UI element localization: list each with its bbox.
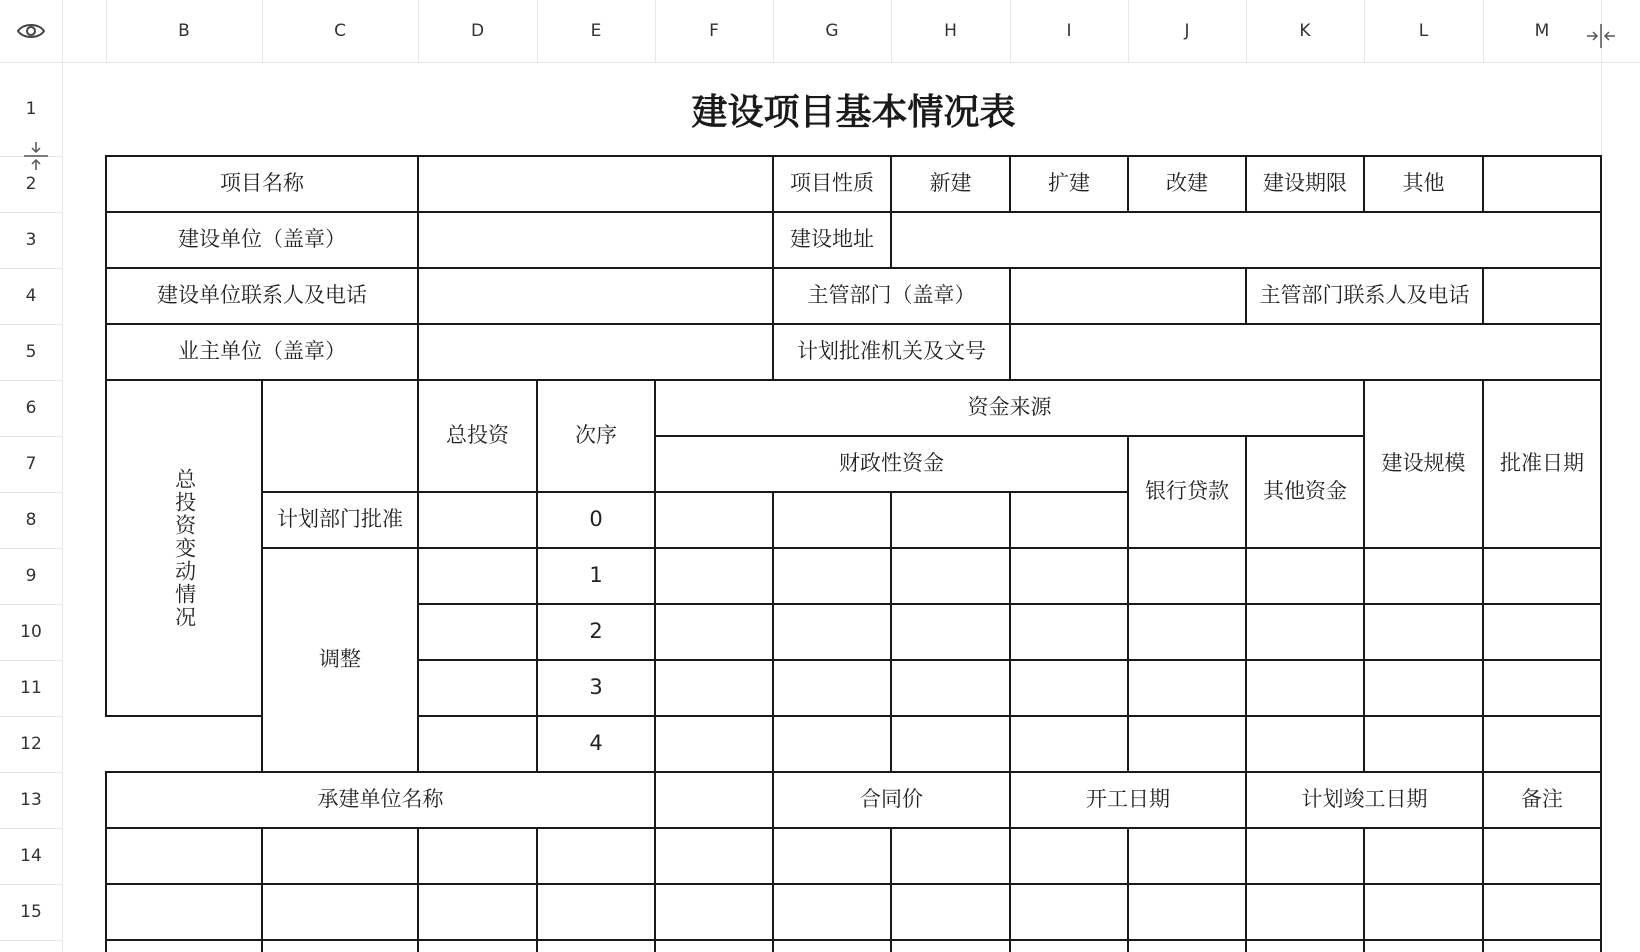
empty-cell[interactable] [890, 939, 1011, 952]
empty-cell[interactable] [890, 827, 1011, 885]
empty-cell[interactable] [417, 267, 774, 325]
empty-cell[interactable] [1245, 659, 1365, 717]
empty-cell[interactable] [1363, 659, 1484, 717]
column-header-f[interactable]: F [709, 21, 719, 41]
row-header-4[interactable]: 4 [25, 286, 37, 306]
empty-cell[interactable] [261, 827, 419, 885]
gridline [0, 716, 62, 717]
empty-cell[interactable] [261, 379, 419, 493]
gridline [773, 0, 774, 62]
column-header-e[interactable]: E [590, 21, 602, 41]
cell-seq4[interactable]: 4 [536, 715, 656, 773]
row-header-15[interactable]: 15 [20, 902, 42, 922]
empty-cell[interactable] [890, 547, 1011, 605]
cell-dept-contact[interactable]: 主管部门联系人及电话 [1245, 267, 1484, 325]
empty-cell[interactable] [1482, 659, 1602, 717]
column-header-g[interactable]: G [825, 21, 839, 41]
empty-cell[interactable] [1127, 883, 1247, 941]
gridline [1246, 0, 1247, 62]
empty-cell[interactable] [1009, 715, 1129, 773]
empty-cell[interactable] [654, 883, 774, 941]
cell-plan-finish[interactable]: 计划竣工日期 [1245, 771, 1484, 829]
cell-other[interactable]: 其他 [1363, 155, 1484, 213]
empty-cell[interactable] [1009, 267, 1247, 325]
empty-cell[interactable] [536, 939, 656, 952]
gridline [0, 492, 62, 493]
row-header-11[interactable]: 11 [20, 678, 42, 698]
empty-cell[interactable] [772, 659, 892, 717]
empty-cell[interactable] [417, 603, 538, 661]
empty-cell[interactable] [417, 211, 774, 269]
gridline [1483, 0, 1484, 62]
empty-cell[interactable] [772, 491, 892, 549]
empty-cell[interactable] [654, 659, 774, 717]
empty-cell[interactable] [1482, 715, 1602, 773]
column-header-m[interactable]: M [1534, 21, 1550, 41]
empty-cell[interactable] [536, 827, 656, 885]
empty-cell[interactable] [1009, 323, 1602, 381]
empty-cell[interactable] [1009, 603, 1129, 661]
empty-cell[interactable] [1127, 715, 1247, 773]
gridline [537, 0, 538, 62]
empty-cell[interactable] [1009, 827, 1129, 885]
column-header-h[interactable]: H [944, 21, 957, 41]
empty-cell[interactable] [890, 211, 1602, 269]
cell-seq3[interactable]: 3 [536, 659, 656, 717]
cell-build-addr[interactable]: 建设地址 [772, 211, 892, 269]
empty-cell[interactable] [536, 883, 656, 941]
empty-cell[interactable] [1127, 827, 1247, 885]
empty-cell[interactable] [1482, 883, 1602, 941]
empty-cell[interactable] [654, 603, 774, 661]
cell-contractor[interactable]: 承建单位名称 [105, 771, 656, 829]
cell-build-unit[interactable]: 建设单位（盖章） [105, 211, 419, 269]
select-all-corner[interactable] [0, 0, 62, 62]
empty-cell[interactable] [1245, 939, 1365, 952]
empty-cell[interactable] [1245, 603, 1365, 661]
empty-cell[interactable] [1127, 603, 1247, 661]
gridline [0, 268, 62, 269]
row-header-1[interactable]: 1 [25, 99, 37, 119]
row-header-8[interactable]: 8 [25, 510, 37, 530]
gridline [1364, 0, 1365, 62]
cell-unit-contact[interactable]: 建设单位联系人及电话 [105, 267, 419, 325]
empty-cell[interactable] [105, 939, 263, 952]
sheet-title[interactable]: 建设项目基本情况表 [691, 91, 1016, 133]
cell-order[interactable]: 次序 [536, 379, 656, 493]
empty-cell[interactable] [1245, 547, 1365, 605]
cell-total-invest[interactable]: 总投资 [417, 379, 538, 493]
empty-cell[interactable] [1363, 547, 1484, 605]
row-header-5[interactable]: 5 [25, 342, 37, 362]
gridline [0, 324, 62, 325]
cell-seq1[interactable]: 1 [536, 547, 656, 605]
gridline [891, 0, 892, 62]
cell-expand[interactable]: 扩建 [1009, 155, 1129, 213]
gridline [0, 548, 62, 549]
gridline [62, 0, 63, 952]
cell-build-period[interactable]: 建设期限 [1245, 155, 1365, 213]
empty-cell[interactable] [1482, 603, 1602, 661]
cell-plan-approval[interactable]: 计划批准机关及文号 [772, 323, 1011, 381]
empty-cell[interactable] [417, 939, 538, 952]
cell-total-change[interactable]: 总投资变动情况 [105, 379, 263, 717]
empty-cell[interactable] [105, 827, 263, 885]
empty-cell[interactable] [772, 715, 892, 773]
empty-cell[interactable] [1245, 883, 1365, 941]
empty-cell[interactable] [1363, 827, 1484, 885]
column-header-i[interactable]: I [1066, 21, 1072, 41]
column-header-c[interactable]: C [334, 21, 346, 41]
empty-cell[interactable] [1482, 267, 1602, 325]
empty-cell[interactable] [890, 659, 1011, 717]
empty-cell[interactable] [890, 491, 1011, 549]
empty-cell[interactable] [1482, 827, 1602, 885]
gridline [0, 660, 62, 661]
empty-cell[interactable] [105, 883, 263, 941]
empty-cell[interactable] [1482, 939, 1602, 952]
empty-cell[interactable] [890, 603, 1011, 661]
empty-cell[interactable] [772, 883, 892, 941]
empty-cell[interactable] [1363, 603, 1484, 661]
empty-cell[interactable] [772, 827, 892, 885]
empty-cell[interactable] [1009, 883, 1129, 941]
gridline [0, 604, 62, 605]
empty-cell[interactable] [417, 659, 538, 717]
empty-cell[interactable] [1363, 883, 1484, 941]
empty-cell[interactable] [1363, 939, 1484, 952]
cell-adjust[interactable]: 调整 [261, 547, 419, 773]
empty-cell[interactable] [654, 491, 774, 549]
row-header-7[interactable]: 7 [25, 454, 37, 474]
cell-plan-dept-approve[interactable]: 计划部门批准 [261, 491, 419, 549]
cell-dept[interactable]: 主管部门（盖章） [772, 267, 1011, 325]
cell-fund-source[interactable]: 资金来源 [654, 379, 1365, 437]
eye-icon[interactable] [16, 21, 46, 41]
empty-cell[interactable] [417, 491, 538, 549]
cell-owner-unit[interactable]: 业主单位（盖章） [105, 323, 419, 381]
gridline [262, 0, 263, 62]
empty-cell[interactable] [1363, 715, 1484, 773]
cell-other-fund[interactable]: 其他资金 [1245, 435, 1365, 549]
empty-cell[interactable] [1127, 547, 1247, 605]
empty-cell[interactable] [654, 939, 774, 952]
column-header-l[interactable]: L [1418, 21, 1429, 41]
cell-fiscal-fund[interactable]: 财政性资金 [654, 435, 1129, 493]
empty-cell[interactable] [1245, 827, 1365, 885]
empty-cell[interactable] [1127, 659, 1247, 717]
empty-cell[interactable] [772, 939, 892, 952]
column-header-d[interactable]: D [470, 21, 485, 41]
gridline [0, 380, 62, 381]
empty-cell[interactable] [654, 715, 774, 773]
empty-cell[interactable] [772, 603, 892, 661]
collapse-rows-icon[interactable] [20, 140, 52, 172]
row-header-14[interactable]: 14 [20, 846, 42, 866]
empty-cell[interactable] [417, 547, 538, 605]
empty-cell[interactable] [417, 827, 538, 885]
column-header-k[interactable]: K [1299, 21, 1311, 41]
gridline [418, 0, 419, 62]
cell-seq0[interactable]: 0 [536, 491, 656, 549]
empty-cell[interactable] [1009, 939, 1129, 952]
row-header-12[interactable]: 12 [20, 734, 42, 754]
gridline [106, 0, 107, 62]
empty-cell[interactable] [1245, 715, 1365, 773]
empty-cell[interactable] [654, 547, 774, 605]
gridline [0, 828, 62, 829]
row-header-6[interactable]: 6 [25, 398, 37, 418]
empty-cell[interactable] [417, 155, 774, 213]
cell-seq2[interactable]: 2 [536, 603, 656, 661]
cell-proj-name[interactable]: 项目名称 [105, 155, 419, 213]
gridline [0, 772, 62, 773]
empty-cell[interactable] [1482, 155, 1602, 213]
empty-cell[interactable] [1482, 547, 1602, 605]
empty-cell[interactable] [890, 883, 1011, 941]
empty-cell[interactable] [890, 715, 1011, 773]
empty-cell[interactable] [1009, 659, 1129, 717]
gridline [0, 940, 62, 941]
gridline [655, 0, 656, 62]
collapse-columns-icon[interactable] [1584, 20, 1618, 52]
column-header-j[interactable]: J [1184, 21, 1190, 41]
empty-cell[interactable] [1009, 547, 1129, 605]
cell-remarks[interactable]: 备注 [1482, 771, 1602, 829]
row-header-13[interactable]: 13 [20, 790, 42, 810]
empty-cell[interactable] [654, 827, 774, 885]
column-header-b[interactable]: B [178, 21, 190, 41]
empty-cell[interactable] [261, 939, 419, 952]
gridline [1128, 0, 1129, 62]
row-header-3[interactable]: 3 [25, 230, 37, 250]
empty-cell[interactable] [417, 715, 538, 773]
gridline [0, 884, 62, 885]
empty-cell[interactable] [261, 883, 419, 941]
cell-approve-date[interactable]: 批准日期 [1482, 379, 1602, 549]
cell-proj-nature[interactable]: 项目性质 [772, 155, 892, 213]
gridline [0, 436, 62, 437]
empty-cell[interactable] [654, 771, 774, 829]
gridline [1010, 0, 1011, 62]
row-header-9[interactable]: 9 [25, 566, 37, 586]
empty-cell[interactable] [772, 547, 892, 605]
empty-cell[interactable] [1009, 491, 1129, 549]
cell-new-build[interactable]: 新建 [890, 155, 1011, 213]
row-header-2[interactable]: 2 [25, 174, 37, 194]
empty-cell[interactable] [1127, 939, 1247, 952]
gridline [0, 212, 62, 213]
row-header-10[interactable]: 10 [20, 622, 42, 642]
cell-start-date[interactable]: 开工日期 [1009, 771, 1247, 829]
empty-cell[interactable] [417, 323, 774, 381]
empty-cell[interactable] [417, 883, 538, 941]
cell-rebuild[interactable]: 改建 [1127, 155, 1247, 213]
cell-contract-price[interactable]: 合同价 [772, 771, 1011, 829]
cell-build-scale[interactable]: 建设规模 [1363, 379, 1484, 549]
cell-bank-loan[interactable]: 银行贷款 [1127, 435, 1247, 549]
